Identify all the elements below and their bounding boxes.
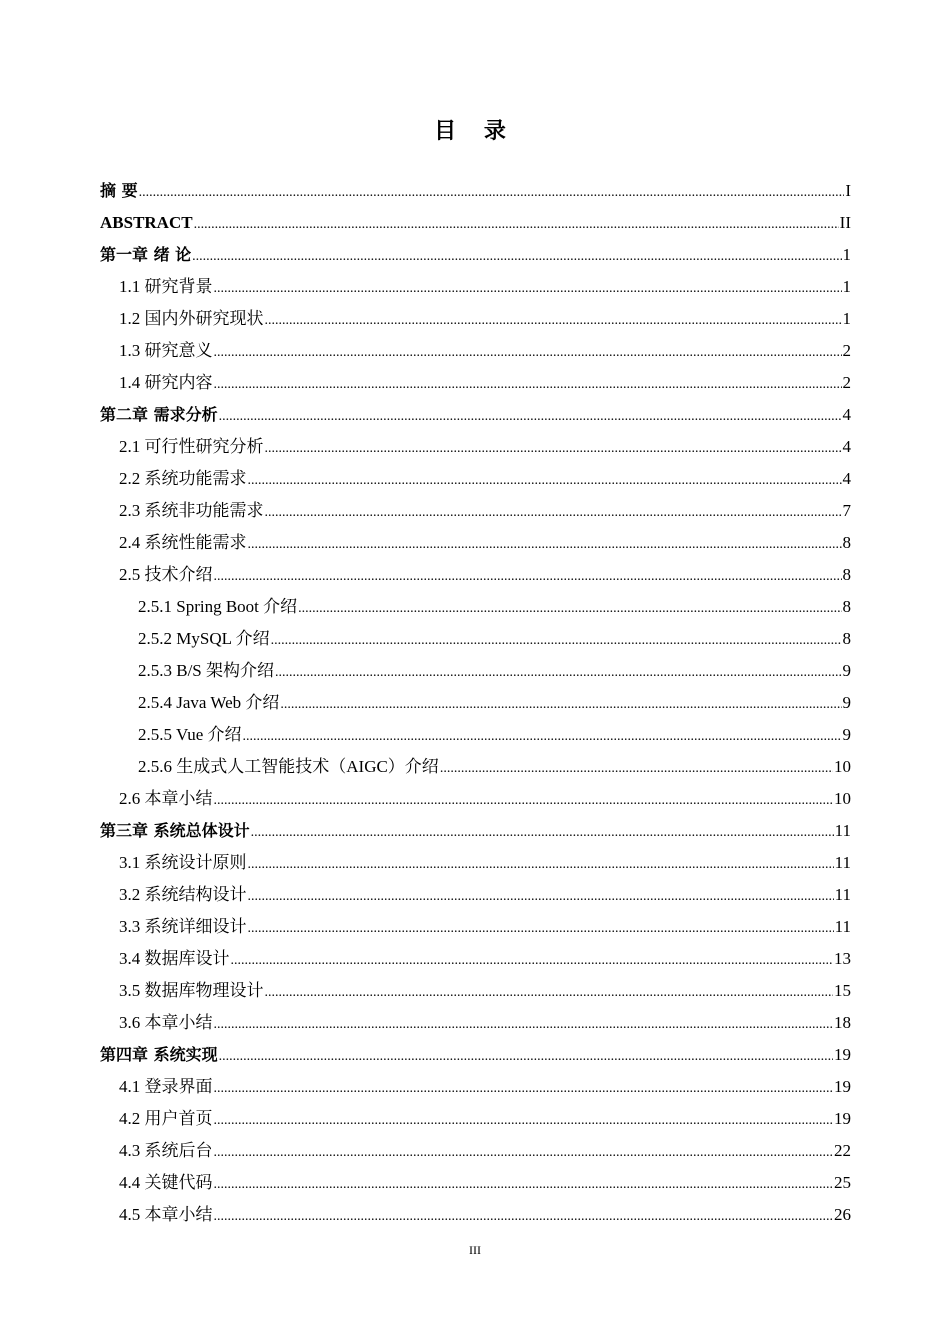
- toc-entry[interactable]: [100, 1103, 851, 1135]
- dot-leader: [251, 817, 834, 849]
- toc-entry-page: 13: [834, 949, 851, 968]
- toc-entry-page: I: [845, 181, 851, 200]
- toc-entry[interactable]: [100, 175, 851, 207]
- toc-entry-page: 8: [842, 533, 851, 552]
- toc-entry[interactable]: [100, 719, 851, 751]
- toc-entry-page: 1: [842, 277, 851, 296]
- toc-entry-page: 4: [842, 469, 851, 488]
- toc-entry[interactable]: [100, 1071, 851, 1103]
- toc-entry-label: 2.1 可行性研究分析: [119, 437, 264, 456]
- toc-entry-label: 2.5 技术介绍: [119, 565, 213, 584]
- toc-entry-page: 7: [842, 501, 851, 520]
- toc-entry-label: 2.3 系统非功能需求: [119, 501, 264, 520]
- dot-leader: [248, 465, 842, 497]
- dot-leader: [231, 945, 834, 977]
- toc-entry-page: 19: [834, 1109, 851, 1128]
- toc-entry-label: 2.5.5 Vue 介绍: [138, 725, 242, 744]
- toc-entry-label: 1.4 研究内容: [119, 373, 213, 392]
- toc-entry-page: 26: [834, 1205, 851, 1224]
- toc-entry[interactable]: [100, 815, 851, 847]
- toc-entry-label: 2.5.6 生成式人工智能技术（AIGC）介绍: [138, 757, 439, 776]
- toc-entry[interactable]: [100, 623, 851, 655]
- toc-entry-page: 11: [834, 821, 851, 840]
- dot-leader: [214, 1201, 834, 1233]
- table-of-contents: [100, 175, 851, 1231]
- toc-entry[interactable]: [100, 975, 851, 1007]
- dot-leader: [192, 241, 841, 273]
- dot-leader: [214, 273, 842, 305]
- dot-leader: [139, 177, 845, 209]
- toc-entry-label: 第三章 系统总体设计: [100, 821, 250, 840]
- toc-entry[interactable]: [100, 655, 851, 687]
- page-title: 目 录: [434, 119, 516, 144]
- toc-entry-label: 3.2 系统结构设计: [119, 885, 247, 904]
- toc-entry-page: 15: [834, 981, 851, 1000]
- toc-entry-page: 1: [842, 245, 851, 264]
- dot-leader: [219, 401, 842, 433]
- toc-entry-label: 4.4 关键代码: [119, 1173, 213, 1192]
- dot-leader: [248, 913, 834, 945]
- dot-leader: [194, 209, 839, 241]
- toc-entry[interactable]: [100, 1039, 851, 1071]
- dot-leader: [243, 721, 842, 753]
- toc-entry-label: 4.5 本章小结: [119, 1205, 213, 1224]
- toc-entry[interactable]: [100, 1199, 851, 1231]
- toc-entry[interactable]: [100, 1135, 851, 1167]
- toc-entry-label: 2.4 系统性能需求: [119, 533, 247, 552]
- toc-entry-label: ABSTRACT: [100, 213, 193, 232]
- toc-entry-label: 4.1 登录界面: [119, 1077, 213, 1096]
- toc-entry-label: 2.2 系统功能需求: [119, 469, 247, 488]
- dot-leader: [265, 977, 834, 1009]
- dot-leader: [214, 1073, 834, 1105]
- toc-entry[interactable]: [100, 911, 851, 943]
- dot-leader: [440, 753, 833, 785]
- toc-entry-label: 第二章 需求分析: [100, 405, 218, 424]
- toc-entry[interactable]: [100, 207, 851, 239]
- toc-entry[interactable]: [100, 751, 851, 783]
- toc-entry-page: 22: [834, 1141, 851, 1160]
- toc-entry[interactable]: [100, 495, 851, 527]
- toc-entry-page: 9: [842, 725, 851, 744]
- dot-leader: [214, 1137, 834, 1169]
- toc-entry-page: 19: [834, 1077, 851, 1096]
- dot-leader: [219, 1041, 833, 1073]
- toc-entry[interactable]: [100, 847, 851, 879]
- toc-entry-label: 3.6 本章小结: [119, 1013, 213, 1032]
- toc-entry[interactable]: [100, 783, 851, 815]
- toc-entry-page: 2: [842, 373, 851, 392]
- toc-entry-page: 10: [834, 789, 851, 808]
- toc-entry[interactable]: [100, 879, 851, 911]
- toc-entry-page: 4: [842, 437, 851, 456]
- page-number: III: [469, 1243, 481, 1257]
- toc-entry-page: 1: [842, 309, 851, 328]
- toc-entry-page: 8: [842, 565, 851, 584]
- toc-entry-label: 2.5.2 MySQL 介绍: [138, 629, 270, 648]
- dot-leader: [298, 593, 841, 625]
- toc-entry[interactable]: [100, 271, 851, 303]
- toc-entry-label: 3.1 系统设计原则: [119, 853, 247, 872]
- toc-entry-label: 1.1 研究背景: [119, 277, 213, 296]
- toc-entry-label: 4.2 用户首页: [119, 1109, 213, 1128]
- toc-entry-page: II: [839, 213, 851, 232]
- dot-leader: [271, 625, 842, 657]
- toc-entry-page: 11: [834, 885, 851, 904]
- toc-entry[interactable]: [100, 399, 851, 431]
- toc-entry-page: 4: [842, 405, 851, 424]
- toc-entry[interactable]: [100, 367, 851, 399]
- toc-entry-page: 2: [842, 341, 851, 360]
- toc-entry[interactable]: [100, 1007, 851, 1039]
- toc-entry-label: 4.3 系统后台: [119, 1141, 213, 1160]
- toc-entry-label: 摘 要: [100, 181, 138, 200]
- toc-entry-label: 2.5.3 B/S 架构介绍: [138, 661, 275, 680]
- toc-entry-label: 第四章 系统实现: [100, 1045, 218, 1064]
- dot-leader: [248, 849, 834, 881]
- toc-entry-page: 11: [834, 853, 851, 872]
- toc-entry[interactable]: [100, 303, 851, 335]
- toc-entry[interactable]: [100, 1167, 851, 1199]
- dot-leader: [265, 433, 842, 465]
- toc-entry-label: 1.2 国内外研究现状: [119, 309, 264, 328]
- toc-entry-page: 9: [842, 693, 851, 712]
- dot-leader: [214, 1169, 834, 1201]
- toc-entry-page: 10: [834, 757, 851, 776]
- dot-leader: [280, 689, 841, 721]
- dot-leader: [214, 369, 842, 401]
- toc-entry[interactable]: [100, 527, 851, 559]
- dot-leader: [275, 657, 841, 689]
- toc-entry-page: 11: [834, 917, 851, 936]
- toc-entry-label: 第一章 绪 论: [100, 245, 192, 264]
- toc-entry-page: 25: [834, 1173, 851, 1192]
- toc-entry-label: 3.4 数据库设计: [119, 949, 230, 968]
- toc-entry[interactable]: [100, 591, 851, 623]
- toc-entry[interactable]: [100, 335, 851, 367]
- dot-leader: [248, 881, 834, 913]
- toc-entry-page: 19: [834, 1045, 851, 1064]
- toc-entry-label: 2.5.4 Java Web 介绍: [138, 693, 280, 712]
- toc-entry[interactable]: [100, 687, 851, 719]
- toc-entry[interactable]: [100, 559, 851, 591]
- dot-leader: [214, 1105, 834, 1137]
- dot-leader: [248, 529, 842, 561]
- dot-leader: [214, 785, 834, 817]
- dot-leader: [265, 497, 842, 529]
- toc-entry-page: 8: [842, 597, 851, 616]
- toc-entry-label: 3.3 系统详细设计: [119, 917, 247, 936]
- toc-entry[interactable]: [100, 431, 851, 463]
- toc-entry-label: 2.6 本章小结: [119, 789, 213, 808]
- toc-entry-page: 18: [834, 1013, 851, 1032]
- toc-entry[interactable]: [100, 239, 851, 271]
- dot-leader: [214, 337, 842, 369]
- toc-entry[interactable]: [100, 943, 851, 975]
- toc-entry-label: 3.5 数据库物理设计: [119, 981, 264, 1000]
- toc-entry-label: 1.3 研究意义: [119, 341, 213, 360]
- toc-entry[interactable]: [100, 463, 851, 495]
- toc-entry-page: 8: [842, 629, 851, 648]
- dot-leader: [214, 1009, 834, 1041]
- dot-leader: [265, 305, 842, 337]
- dot-leader: [214, 561, 842, 593]
- toc-entry-label: 2.5.1 Spring Boot 介绍: [138, 597, 298, 616]
- toc-entry-page: 9: [842, 661, 851, 680]
